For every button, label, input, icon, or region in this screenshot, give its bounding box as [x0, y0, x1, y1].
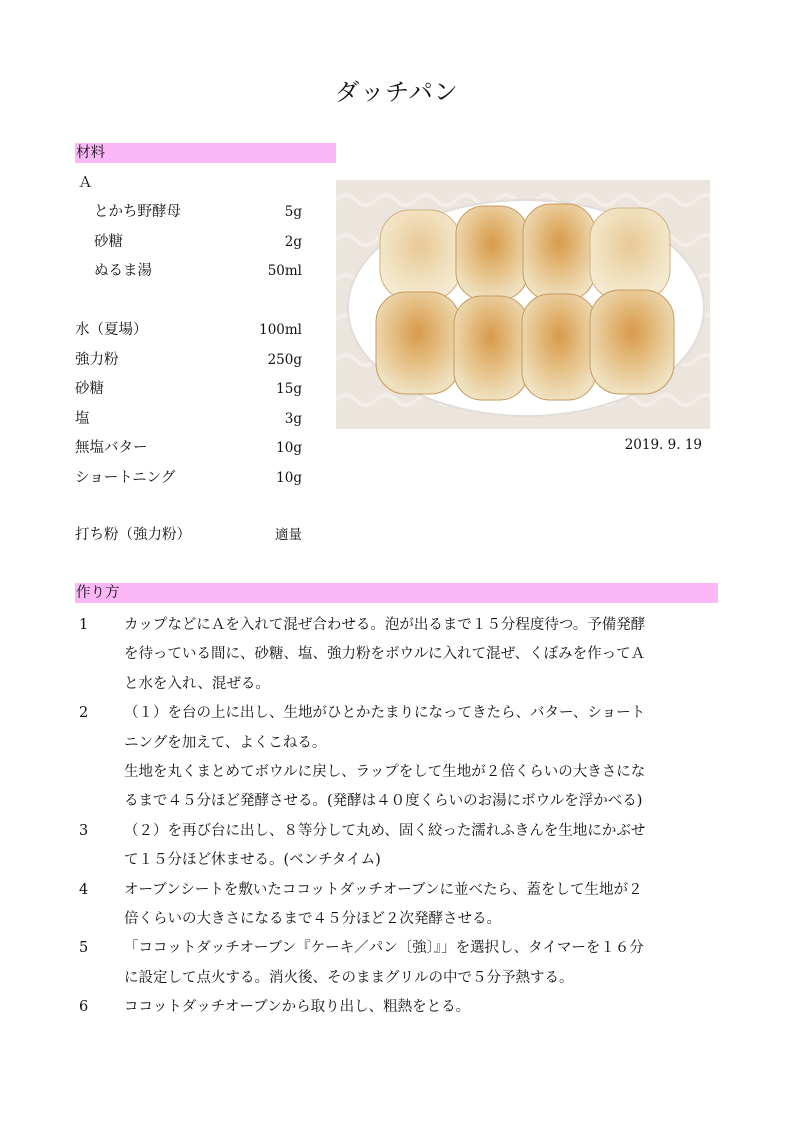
ingredient-amount: 250g	[267, 351, 302, 368]
step-line: と水を入れ、混ぜる。	[124, 675, 270, 692]
ingredient-name: とかち野酵母	[94, 204, 181, 220]
ingredients-heading: 材料	[75, 143, 336, 163]
step-line: 倍くらいの大きさになるまで４５分ほど２次発酵させる。	[124, 911, 501, 927]
step-line: （２）を再び台に出し、８等分して丸め、固く絞った濡れふきんを生地にかぶせ	[124, 822, 646, 839]
step-text	[124, 876, 718, 935]
ingredient-amount: 15g	[276, 381, 302, 397]
step-number: 4	[79, 881, 89, 898]
ingredient-name: 強力粉	[75, 351, 119, 368]
ingredient-name: 砂糖	[75, 381, 104, 397]
ingredient-row	[75, 524, 302, 546]
ingredient-amount: 3g	[284, 410, 302, 427]
ingredient-row	[94, 260, 302, 282]
ingredient-row	[75, 349, 302, 371]
ingredient-row	[75, 319, 302, 341]
ingredient-row	[75, 437, 302, 459]
step-number: 6	[79, 999, 89, 1016]
ingredient-amount: 10g	[276, 440, 302, 456]
ingredient-name: 塩	[75, 410, 90, 427]
ingredient-amount: 100ml	[259, 322, 302, 338]
ingredient-name: ショートニング	[75, 469, 176, 486]
step-number: 2	[79, 705, 89, 722]
step-line: ニングを加えて、よくこねる。	[124, 734, 327, 751]
step-line: ココットダッチオーブンから取り出し、粗熱をとる。	[124, 999, 471, 1016]
step-line: て１５分ほど休ませる。(ベンチタイム)	[124, 852, 381, 869]
bread-rolls-illustration	[336, 180, 710, 429]
step-text	[124, 993, 718, 1022]
method-heading: 作り方	[75, 583, 718, 603]
step-number: 1	[79, 617, 89, 633]
step-line: 「ココットダッチオーブン『ケーキ／パン〔強〕』」を選択し、タイマーを１６分	[124, 940, 644, 957]
ingredient-row	[75, 378, 302, 400]
ingredient-amount: 2g	[284, 233, 302, 250]
ingredient-amount: 適量	[275, 527, 302, 543]
ingredient-name: 水（夏場）	[75, 322, 148, 338]
step-line: 生地を丸くまとめてボウルに戻し、ラップをして生地が２倍くらいの大きさにな	[124, 764, 646, 780]
ingredient-name: 砂糖	[94, 233, 123, 250]
ingredient-row	[75, 467, 302, 489]
step-line: （１）を台の上に出し、生地がひとかたまりになってきたら、バター、ショート	[124, 705, 646, 722]
page-title: ダッチパン	[335, 78, 459, 106]
ingredient-row	[94, 231, 302, 253]
step-text	[124, 817, 718, 876]
step-text	[124, 934, 718, 993]
ingredient-amount: 50ml	[267, 263, 302, 279]
ingredient-name: 無塩バター	[75, 440, 148, 456]
step-number: 3	[79, 822, 89, 839]
ingredient-row	[94, 201, 302, 223]
step-line: を待っている間に、砂糖、塩、強力粉をボウルに入れて混ぜ、くぼみを作ってＡ	[124, 646, 646, 663]
step-line: オーブンシートを敷いたココットダッチオーブンに並べたら、蓋をして生地が２	[124, 881, 643, 898]
step-line: るまで４５分ほど発酵させる。(発酵は４０度くらいのお湯にボウルを浮かべる)	[124, 793, 643, 810]
step-line: カップなどにＡを入れて混ぜ合わせる。泡が出るまで１５分程度待つ。予備発酵	[124, 617, 646, 633]
step-text	[124, 611, 718, 699]
photo-date: 2019. 9. 19	[624, 437, 702, 453]
ingredient-row	[75, 408, 302, 430]
group-a-label: Ａ	[78, 175, 93, 191]
bread-photo	[336, 180, 710, 429]
ingredient-amount: 10g	[276, 469, 302, 486]
step-line: に設定して点火する。消火後、そのままグリルの中で５分予熱する。	[124, 969, 574, 986]
ingredient-name: 打ち粉（強力粉）	[75, 527, 191, 543]
step-text	[124, 699, 718, 817]
ingredient-name: ぬるま湯	[94, 263, 152, 279]
step-number: 5	[79, 940, 89, 957]
ingredient-amount: 5g	[284, 204, 302, 220]
